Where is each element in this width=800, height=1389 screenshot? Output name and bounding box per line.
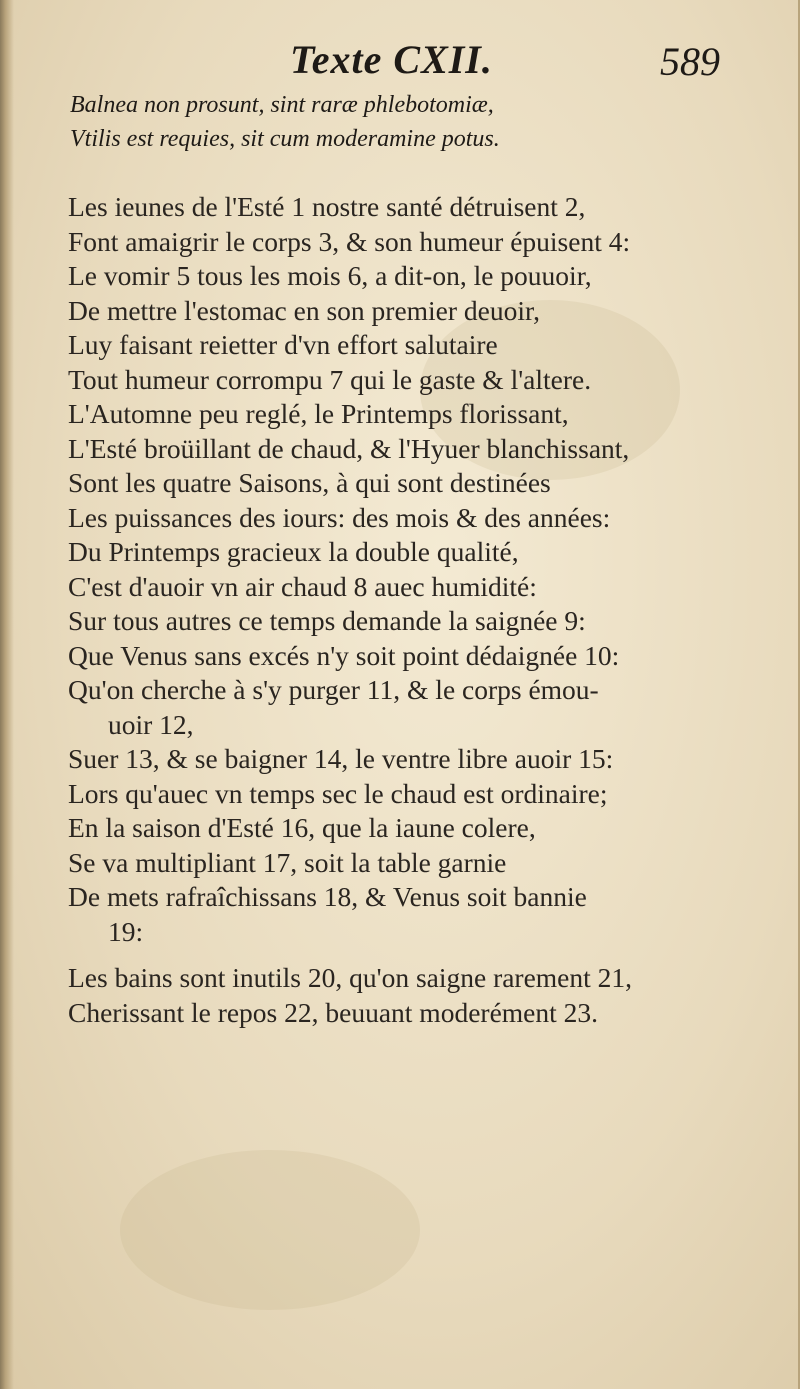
paper-stain xyxy=(120,1150,420,1310)
verse-line: Suer 13, & se baigner 14, le ventre libre auoir 15: xyxy=(68,743,614,774)
epigraph-line: Vtilis est requies, sit cum moderamine potus. xyxy=(70,126,500,152)
verse-line: De mettre l'estomac en son premier deuoir, xyxy=(68,294,540,326)
verse-line: Les bains sont inutils 20, qu'on saigne rarement 21, xyxy=(68,962,633,993)
verse-line: Que Venus sans excés n'y soit point dédaignée 10: xyxy=(68,639,620,671)
verse-line: Les ieunes de l'Esté 1 nostre santé détruisent 2, xyxy=(68,191,586,222)
page-header xyxy=(0,28,800,88)
verse-line: Du Printemps gracieux la double qualité, xyxy=(68,536,519,567)
verse-line: Cherissant le repos 22, beuuant moderément 23. xyxy=(68,996,599,1028)
verse-line: L'Esté broüillant de chaud, & l'Hyuer blanchissant, xyxy=(68,432,630,464)
verse-line: Se va multipliant 17, soit la table garnie xyxy=(68,846,507,878)
verse-line: Sur tous autres ce temps demande la saignée 9: xyxy=(68,605,586,636)
verse-line: L'Automne peu reglé, le Printemps florissant, xyxy=(68,398,569,429)
verse-line: C'est d'auoir vn air chaud 8 auec humidité: xyxy=(68,570,537,602)
verse-line: Sont les quatre Saisons, à qui sont destinées xyxy=(68,467,551,498)
verse-line-continuation: uoir 12, xyxy=(108,708,194,740)
verse-line: Font amaigrir le corps 3, & son humeur épuisent 4: xyxy=(68,225,631,257)
verse-line: Les puissances des iours: des mois & des années: xyxy=(68,501,611,533)
epigraph-line: Balnea non prosunt, sint raræ phlebotomiæ, xyxy=(70,92,494,118)
verse-line: Qu'on cherche à s'y purger 11, & le corps émou- xyxy=(68,674,599,705)
latin-epigraph xyxy=(70,88,750,156)
verse-line: Lors qu'auec vn temps sec le chaud est ordinaire; xyxy=(68,777,608,809)
page-number: 589 xyxy=(660,39,720,84)
page-gutter xyxy=(0,0,14,1389)
verse-line: Luy faisant reietter d'vn effort salutaire xyxy=(68,329,498,360)
verse-line-continuation: 19: xyxy=(108,915,144,947)
verse-line: Tout humeur corrompu 7 qui le gaste & l'altere. xyxy=(68,363,592,395)
running-head: Texte CXII. xyxy=(290,37,493,82)
verse-line: Le vomir 5 tous les mois 6, a dit-on, le pouuoir, xyxy=(68,260,592,291)
verse-line: En la saison d'Esté 16, que la iaune colere, xyxy=(68,812,536,843)
verse-line: De mets rafraîchissans 18, & Venus soit bannie xyxy=(68,881,587,912)
french-verse xyxy=(68,190,768,1030)
